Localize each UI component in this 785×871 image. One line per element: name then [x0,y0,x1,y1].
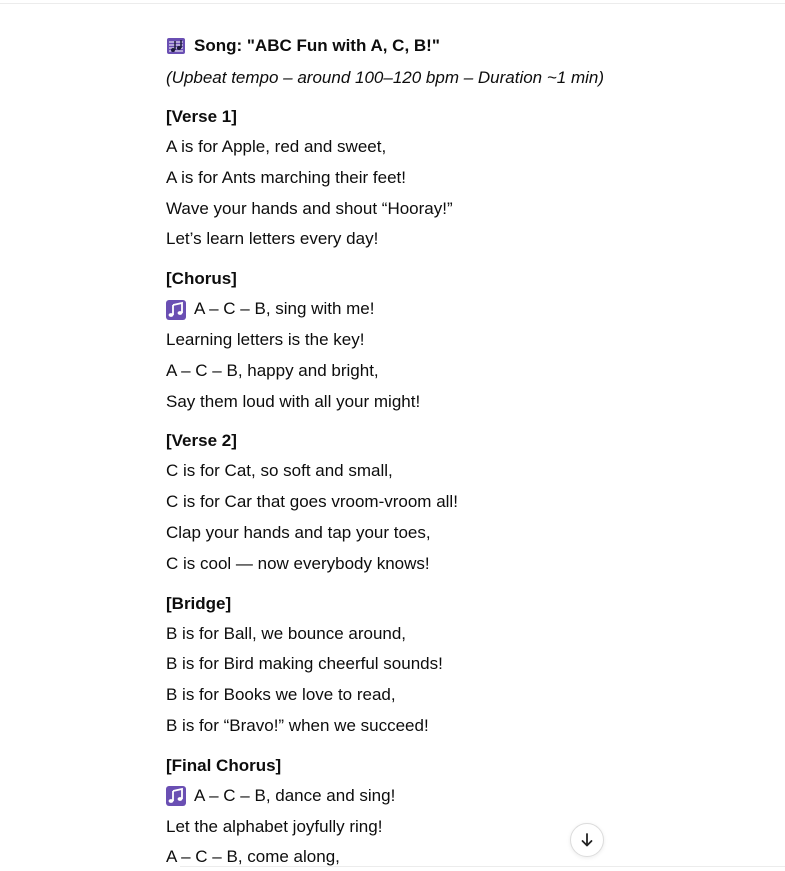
section-heading-verse-2: [Verse 2] [166,431,237,451]
lyric-line [166,781,726,812]
lyric-line: Wave your hands and shout “Hooray!” [166,198,453,218]
lyric-line: C is for Cat, so soft and small, [166,461,393,481]
section-heading-chorus: [Chorus] [166,269,237,289]
lyric-line: Let’s learn letters every day! [166,229,379,249]
lyric-line: C is for Car that goes vroom-vroom all! [166,492,458,512]
lyric-line: Let the alphabet joyfully ring! [166,816,383,836]
lyric-line: B is for Ball, we bounce around, [166,623,407,643]
lyric-line: C is cool — now everybody knows! [166,553,430,573]
lyric-line [166,294,726,325]
section-heading-final-chorus: [Final Chorus] [166,755,282,775]
lyric-text: A – C – B, sing with me! [194,299,375,319]
scroll-to-bottom-button[interactable] [570,823,604,857]
tempo-note: (Upbeat tempo – around 100–120 bpm – Duration ~1 min) [166,68,605,87]
lyric-line: Clap your hands and tap your toes, [166,522,431,542]
song-title-line [166,30,726,62]
lyric-line: A is for Apple, red and sweet, [166,137,387,156]
section-heading-bridge: [Bridge] [166,593,232,613]
lyric-line: B is for Books we love to read, [166,685,396,705]
composer-divider [180,866,785,867]
top-divider [0,3,785,4]
lyric-line: A – C – B, happy and bright, [166,360,379,380]
musical-notes-icon [166,786,186,806]
message-content [166,30,726,871]
musical-score-icon [166,36,186,56]
section-heading-verse-1: [Verse 1] [166,107,237,126]
lyric-text: A – C – B, dance and sing! [194,785,396,805]
song-title: Song: "ABC Fun with A, C, B!" [194,36,440,55]
arrow-down-icon [579,832,595,848]
musical-notes-icon [166,300,186,320]
lyric-line: A – C – B, come along, [166,847,340,867]
lyric-line: A is for Ants marching their feet! [166,167,407,187]
lyric-line: Learning letters is the key! [166,329,365,349]
lyric-line: B is for Bird making cheerful sounds! [166,654,443,674]
lyric-line: B is for “Bravo!” when we succeed! [166,715,429,735]
lyric-line: Say them loud with all your might! [166,391,421,411]
